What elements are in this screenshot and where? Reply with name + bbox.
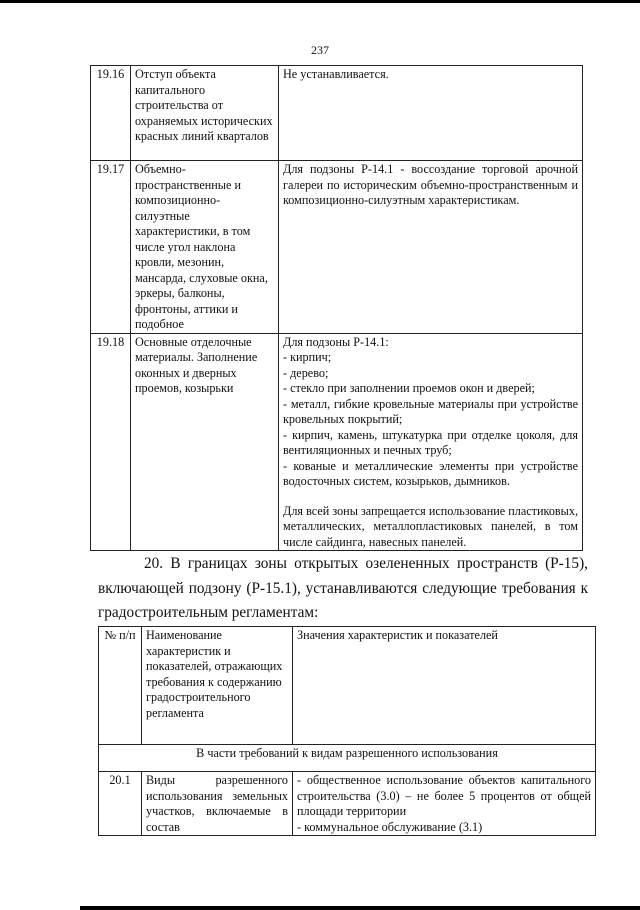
value-line: Не устанавливается.	[283, 67, 389, 81]
row-name: Виды разрешенного использования земельных участков, включаемые в состав	[142, 772, 293, 836]
value-line: - стекло при заполнении проемов окон и дверей;	[283, 381, 535, 395]
table-row	[99, 772, 596, 836]
value-line: - металл, гибкие кровельные материалы при устройстве кровельных покрытий;	[283, 396, 578, 426]
value-line: - коммунальное обслуживание (3.1)	[297, 819, 483, 834]
table-row	[91, 161, 583, 334]
row-name: Объемно-пространственные и композиционно-силуэтные характеристики, в том числе угол наклона кровли, мезонин, мансарда, слуховые окна, эркеры, балконы, фронтоны, аттики и подобное	[131, 161, 279, 334]
value-line: Для подзоны Р-14.1:	[283, 334, 389, 349]
row-name: Основные отделочные материалы. Заполнение оконных и дверных проемов, козырьки	[131, 333, 279, 551]
value-line: - дерево;	[283, 365, 329, 380]
row-number: 19.17	[91, 161, 131, 334]
value-line: Для подзоны Р-14.1 - воссоздание торговой арочной галереи по историческим объемно-пространственным и композиционно-силуэтным характеристикам.	[283, 162, 578, 207]
table-header-row	[99, 627, 596, 745]
row-value	[279, 333, 583, 551]
header-number: № п/п	[99, 627, 142, 745]
row-number: 19.16	[91, 66, 131, 161]
section-paragraph: 20. В границах зоны открытых озелененных пространств (Р-15), включающей подзону (Р-15.1), устанавливаются следующие требования к градостроительным регламентам:	[98, 555, 588, 621]
table-row	[91, 66, 583, 161]
value-line: - кованые и металлические элементы при устройстве водосточных систем, козырьков, дымников.	[283, 458, 578, 488]
table-row	[91, 333, 583, 551]
header-name: Наименование характеристик и показателей, отражающих требования к содержанию градостроительного регламента	[142, 627, 293, 745]
requirements-table-p15	[98, 626, 596, 836]
row-number: 19.18	[91, 333, 131, 551]
value-note: Для всей зоны запрещается использование пластиковых, металлических, металлопластиковых панелей, в том числе сайдинга, навесных панелей.	[283, 503, 578, 549]
page-bottom-edge	[80, 906, 640, 910]
value-line: - кирпич;	[283, 350, 332, 364]
row-value	[279, 66, 583, 161]
value-line: - общественное использование объектов капитального строительства (3.0) – не более 5 процентов от общей площади территории	[297, 773, 591, 818]
row-number: 20.1	[99, 772, 142, 836]
section-title-row	[99, 745, 596, 772]
row-value	[279, 161, 583, 334]
page-top-edge	[0, 0, 640, 3]
spacer	[283, 490, 578, 504]
header-value: Значения характеристик и показателей	[293, 627, 596, 745]
value-line: - кирпич, камень, штукатурка при отделке цоколя, для вентиляционных и печных труб;	[283, 427, 578, 457]
page-number: 237	[311, 43, 329, 57]
section-title: В части требований к видам разрешенного использования	[99, 745, 596, 772]
requirements-table-p14	[90, 65, 583, 551]
row-value	[293, 772, 596, 836]
row-name: Отступ объекта капитального строительства от охраняемых исторических красных линий кварталов	[131, 66, 279, 161]
